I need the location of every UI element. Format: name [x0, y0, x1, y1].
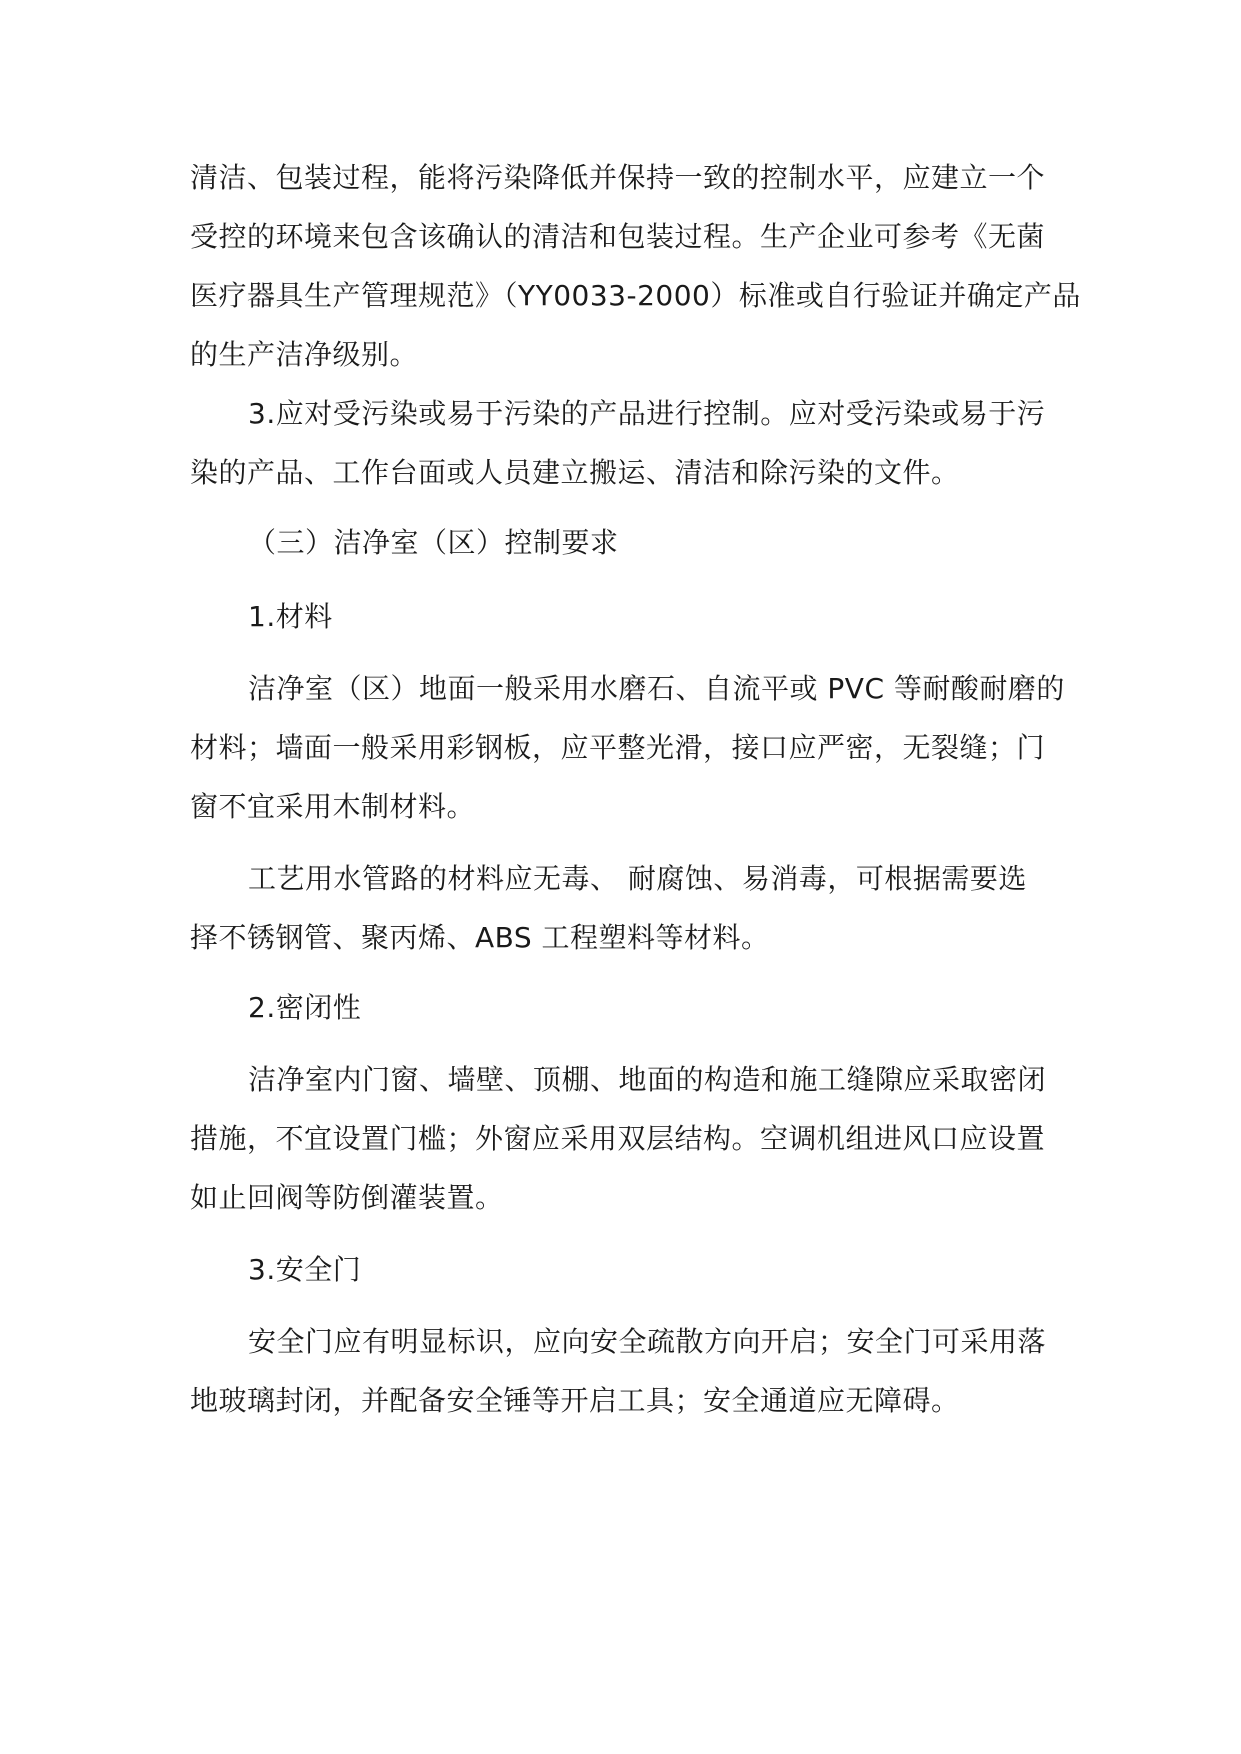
- text-line: 工艺用水管路的材料应无毒、 耐腐蚀、易消毒，可根据需要选: [248, 862, 1027, 895]
- heading-text: （三）洁净室（区）控制要求: [248, 526, 619, 559]
- paragraph-water-pipe-materials: [190, 849, 1050, 967]
- subheading-materials: [190, 587, 1050, 646]
- text-line: 洁净室（区）地面一般采用水磨石、自流平或 PVC 等耐酸耐磨的: [248, 672, 1065, 705]
- text-line: 洁净室内门窗、墙壁、顶棚、地面的构造和施工缝隙应采取密闭: [248, 1063, 1047, 1096]
- paragraph-safety-door: [190, 1312, 1050, 1430]
- subheading-text: 1.材料: [248, 600, 333, 633]
- text-line: 3.应对受污染或易于污染的产品进行控制。应对受污染或易于污: [248, 397, 1046, 430]
- text-line: 受控的环境来包含该确认的清洁和包装过程。生产企业可参考《无菌: [190, 220, 1046, 253]
- text-line: 措施，不宜设置门槛；外窗应采用双层结构。空调机组进风口应设置: [190, 1122, 1046, 1155]
- text-line: 窗不宜采用木制材料。: [190, 790, 476, 823]
- section-heading: [190, 513, 1050, 572]
- text-line: 地玻璃封闭，并配备安全锤等开启工具；安全通道应无障碍。: [190, 1384, 960, 1417]
- text-line: 择不锈钢管、聚丙烯、ABS 工程塑料等材料。: [190, 921, 770, 954]
- paragraph-airtightness: [190, 1050, 1050, 1227]
- subheading-text: 2.密闭性: [248, 991, 362, 1024]
- paragraph-cleaning-packaging: [190, 148, 1081, 384]
- text-line: 安全门应有明显标识，应向安全疏散方向开启；安全门可采用落: [248, 1325, 1047, 1358]
- text-line: 的生产洁净级别。: [190, 338, 419, 371]
- subheading-text: 3.安全门: [248, 1253, 362, 1286]
- text-line: 染的产品、工作台面或人员建立搬运、清洁和除污染的文件。: [190, 456, 960, 489]
- text-line: 清洁、包装过程，能将污染降低并保持一致的控制水平，应建立一个: [190, 161, 1046, 194]
- text-line: 材料；墙面一般采用彩钢板，应平整光滑，接口应严密，无裂缝；门: [190, 731, 1046, 764]
- paragraph-floor-wall-materials: [190, 659, 1065, 836]
- text-line: 如止回阀等防倒灌装置。: [190, 1181, 504, 1214]
- subheading-safety-door: [190, 1240, 1050, 1299]
- text-line: 医疗器具生产管理规范》（YY0033-2000）标准或自行验证并确定产品: [190, 279, 1081, 312]
- subheading-airtightness: [190, 978, 1050, 1037]
- paragraph-contamination-control: [190, 384, 1050, 502]
